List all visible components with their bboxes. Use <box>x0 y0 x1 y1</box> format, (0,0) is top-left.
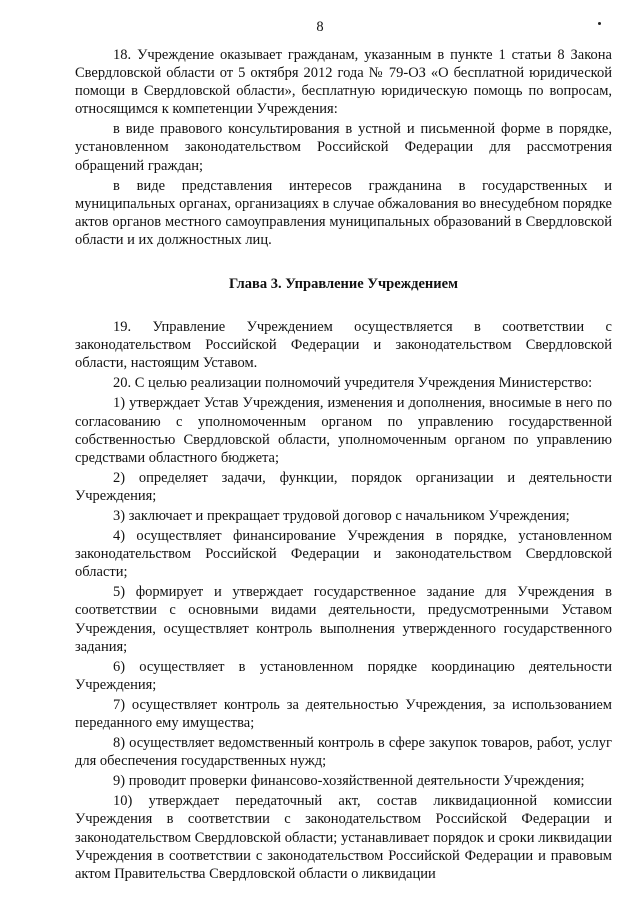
scan-speck <box>598 22 601 25</box>
paragraph-20-item-8: 8) осуществляет ведомственный контроль в сфере закупок товаров, работ, услуг для обеспечения государственных нужд; <box>75 735 612 770</box>
paragraph-20-item-10: 10) утверждает передаточный акт, состав ликвидационной комиссии Учреждения в соответствии с законодательством Российской Федерации и законодательством Свердловской области; устанавливает порядок и сроки ликвидации Учреждения в соответствии с законодательством Российской Федерации и правовым актом Правительства Свердловской области о ликвидации <box>75 793 612 882</box>
paragraph-20-item-4: 4) осуществляет финансирование Учреждения в порядке, установленном законодательством Российской Федерации и законодательством Свердловской области; <box>75 528 612 581</box>
chapter-title: Глава 3. Управление Учреждением <box>229 276 458 293</box>
paragraph-18-item-consulting: в виде правового консультирования в устной и письменной форме в порядке, установленном законодательством Российской Федерации для рассмотрения обращений граждан; <box>75 121 612 174</box>
paragraph-18: 18. Учреждение оказывает гражданам, указанным в пункте 1 статьи 8 Закона Свердловской области от 5 октября 2012 года № 79-ОЗ «О бесплатной юридической помощи в Свердловской области», бесплатную юридическую помощь по вопросам, относящимся к компетенции Учреждения: <box>75 47 612 118</box>
paragraph-20-item-6: 6) осуществляет в установленном порядке координацию деятельности Учреждения; <box>75 658 612 693</box>
paragraph-20-item-3: 3) заключает и прекращает трудовой договор с начальником Учреждения; <box>113 507 570 524</box>
paragraph-20: 20. С целью реализации полномочий учредителя Учреждения Министерство: <box>113 375 593 392</box>
page-number: 8 <box>316 19 324 35</box>
paragraph-20-item-2: 2) определяет задачи, функции, порядок организации и деятельности Учреждения; <box>75 469 612 504</box>
paragraph-18-item-representation: в виде представления интересов гражданина в государственных и муниципальных органах, организациях в случае обжалования во внесудебном порядке актов органов местного самоуправления муниципальных образований в Свердловской области и их должностных лиц. <box>75 177 612 248</box>
paragraph-20-item-1: 1) утверждает Устав Учреждения, изменения и дополнения, вносимые в него по согласованию с уполномоченным органом по управлению государственной собственностью Свердловской области, уполномоченным органом по управлению средствами областного бюджета; <box>75 395 612 466</box>
document-body <box>75 46 612 883</box>
paragraph-20-item-9: 9) проводит проверки финансово-хозяйственной деятельности Учреждения; <box>113 773 585 790</box>
paragraph-19: 19. Управление Учреждением осуществляется в соответствии с законодательством Российской Федерации и законодательством Свердловской области, настоящим Уставом. <box>75 319 612 372</box>
paragraph-20-item-7: 7) осуществляет контроль за деятельностью Учреждения, за использованием переданного ему имущества; <box>75 696 612 731</box>
paragraph-20-item-5: 5) формирует и утверждает государственное задание для Учреждения в соответствии с основными видами деятельности, предусмотренными Уставом Учреждения, осуществляет контроль выполнения утвержденного государственного задания; <box>75 584 612 655</box>
